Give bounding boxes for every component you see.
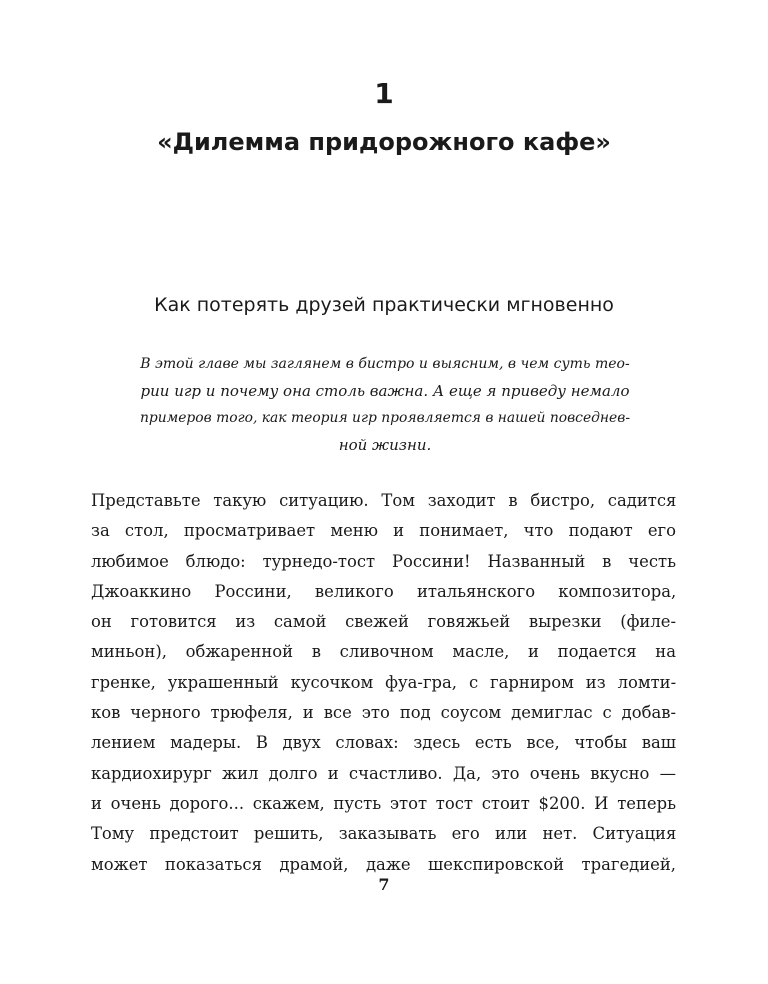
chapter-number: 1 [374, 77, 394, 110]
body-line: Джоаккино Россини, великого итальянского композитора, [91, 581, 677, 601]
body-line: Тому предстоит решить, заказывать его или нет. Ситуация [91, 824, 677, 844]
body-line: он готовится из самой свежей говяжьей вырезки (филе- [91, 612, 676, 632]
epigraph-line: ной жизни. [338, 436, 432, 454]
body-line: за стол, просматривает меню и понимает, что подают его [91, 521, 676, 541]
body-paragraph [91, 486, 676, 880]
body-line: лением мадеры. В двух словах: здесь есть все, чтобы ваш [91, 733, 676, 753]
body-line: гренке, украшенный кусочком фуа-гра, с гарниром из ломти- [91, 672, 677, 692]
body-line: миньон), обжаренной в сливочном масле, и подается на [91, 642, 676, 662]
epigraph [140, 351, 630, 459]
epigraph-line: примеров того, как теория игр проявляется в нашей повседнев- [140, 410, 631, 426]
epigraph-line: В этой главе мы заглянем в бистро и выясним, в чем суть тео- [140, 356, 630, 372]
body-line: любимое блюдо: турнедо-тост Россини! Названный в честь [91, 551, 676, 571]
epigraph-line: рии игр и почему она столь важна. А еще я приведу немало [140, 382, 630, 400]
page-number: 7 [378, 875, 390, 894]
body-line: ков черного трюфеля, и все это под соусом демиглас с добав- [91, 703, 676, 723]
body-line: кардиохирург жил долго и счастливо. Да, это очень вкусно — [91, 763, 676, 783]
body-line: может показаться драмой, даже шекспировской трагедией, [91, 854, 676, 874]
body-line: Представьте такую ситуацию. Том заходит в бистро, садится [91, 491, 677, 510]
body-line: и очень дорого... скажем, пусть этот тост стоит $200. И теперь [91, 793, 676, 813]
section-heading: Как потерять друзей практически мгновенно [154, 294, 614, 316]
chapter-title: «Дилемма придорожного кафе» [157, 128, 611, 156]
